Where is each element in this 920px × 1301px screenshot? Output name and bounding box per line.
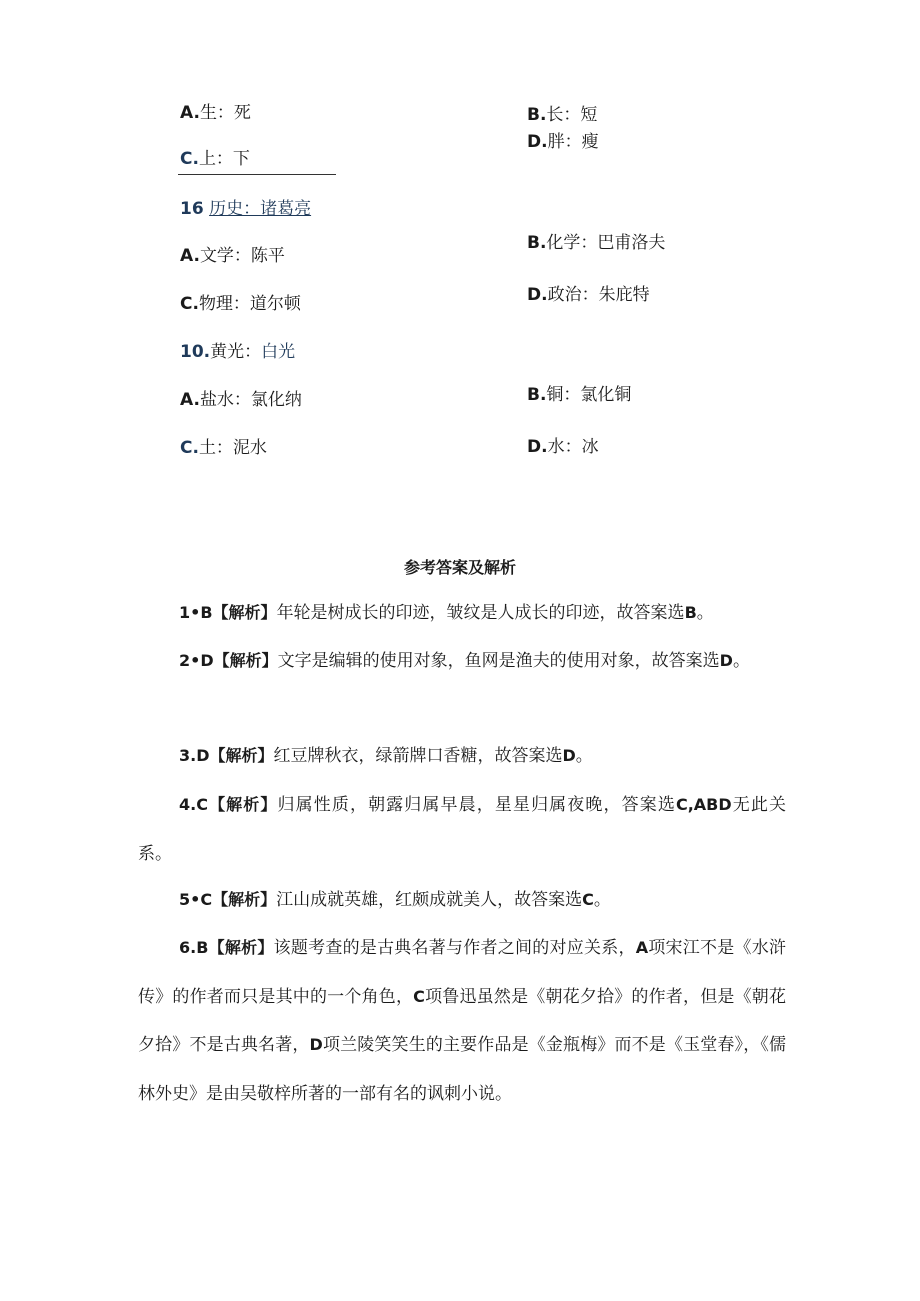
option-c: C.上：下	[180, 149, 250, 169]
answer-1: 1•B【解析】年轮是树成长的印迹，皱纹是人成长的印迹，故答案选B。	[179, 603, 714, 623]
q16-option-d: D.政治：朱庇特	[527, 285, 650, 305]
q10-option-b: B.铜：氯化铜	[527, 385, 632, 405]
answer-5: 5•C【解析】江山成就英雄，红颇成就美人，故答案选C。	[179, 890, 611, 910]
option-b: B.长：短	[527, 105, 598, 125]
option-a: A.生：死	[180, 103, 251, 123]
q10-option-d: D.水：冰	[527, 437, 599, 457]
q16-option-a: A.文学：陈平	[180, 246, 285, 266]
answer-6: 6.B【解析】该题考查的是古典名著与作者之间的对应关系，A项宋江不是《水浒传》的作者而只是其中的一个角色，C项鲁迅虽然是《朝花夕拾》的作者，但是《朝花夕拾》不是古典名著，D项兰陵笑笑生的主要作品是《金瓶梅》而不是《玉堂春》，《儒林外史》是由吴敬梓所著的一部有名的讽刺小说。	[138, 938, 787, 1104]
question-16-stem: 16 历史：诸葛亮	[180, 199, 312, 219]
q10-option-a: A.盐水：氯化纳	[180, 390, 302, 410]
answer-2: 2•D【解析】文字是编辑的使用对象，鱼网是渔夫的使用对象，故答案选D。	[179, 651, 750, 671]
answers-title: 参考答案及解析	[403, 558, 516, 577]
answer-3: 3.D【解析】红豆牌秋衣，绿箭牌口香糖，故答案选D。	[179, 746, 593, 766]
q16-option-c: C.物理：道尔顿	[180, 294, 301, 314]
underline-divider	[178, 174, 336, 175]
q10-option-c: C.土：泥水	[180, 438, 267, 458]
answer-4: 4.C【解析】归属性质，朝露归属早晨，星星归属夜晚，答案选C,ABD无此关系。	[138, 795, 786, 864]
option-d: D.胖：瘦	[527, 132, 599, 152]
question-10-stem: 10.黄光：白光	[180, 342, 296, 362]
q16-option-b: B.化学：巴甫洛夫	[527, 233, 666, 253]
